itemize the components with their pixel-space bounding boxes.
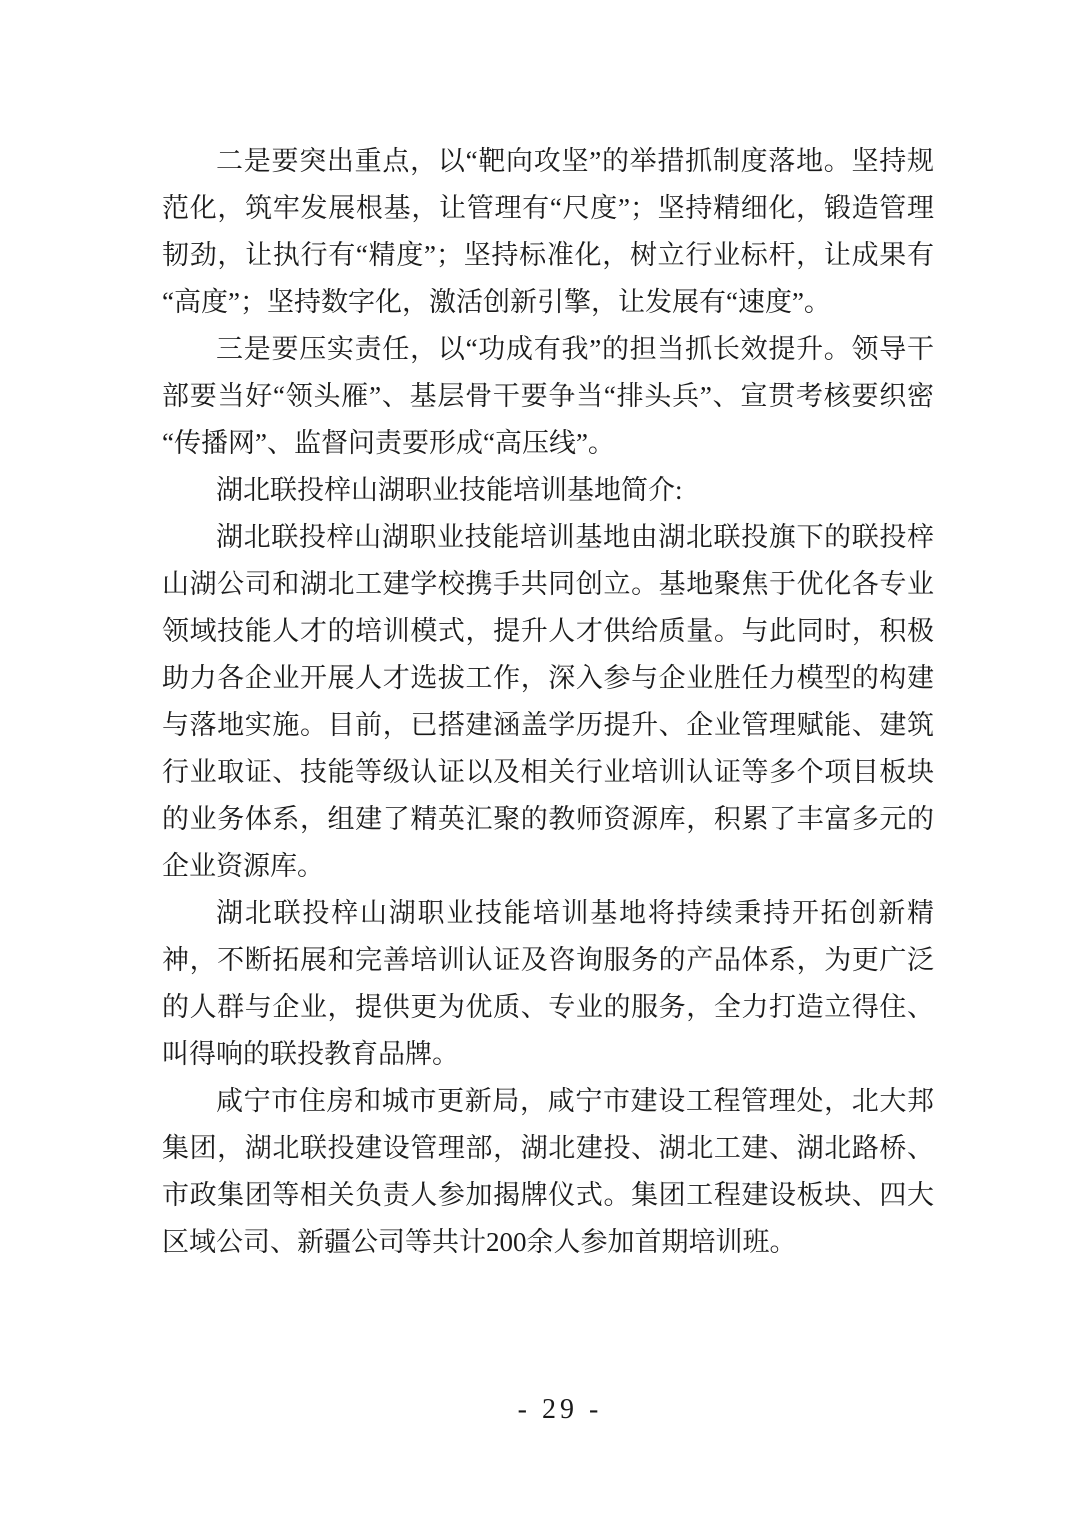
paragraph-attendees: 咸宁市住房和城市更新局，咸宁市建设工程管理处，北大邦集团，湖北联投建设管理部，湖北建投、湖北工建、湖北路桥、市政集团等相关负责人参加揭牌仪式。集团工程建设板块、四大区域公司、新疆公司等共计200余人参加首期培训班。 xyxy=(162,1086,934,1257)
page-number: - 29 - xyxy=(517,1394,603,1425)
paragraph-base-intro: 湖北联投梓山湖职业技能培训基地由湖北联投旗下的联投梓山湖公司和湖北工建学校携手共同创立。基地聚焦于优化各专业领域技能人才的培训模式，提升人才供给质量。与此同时，积极助力各企业开展人才选拔工作，深入参与企业胜任力模型的构建与落地实施。目前，已搭建涵盖学历提升、企业管理赋能、建筑行业取证、技能等级认证以及相关行业培训认证等多个项目板块的业务体系，组建了精英汇聚的教师资源库，积累了丰富多元的企业资源库。 xyxy=(162,522,934,881)
paragraph-point-two: 二是要突出重点，以“靶向攻坚”的举措抓制度落地。坚持规范化，筑牢发展根基，让管理有“尺度”；坚持精细化，锻造管理韧劲，让执行有“精度”；坚持标准化，树立行业标杆，让成果有“高度”；坚持数字化，激活创新引擎，让发展有“速度”。 xyxy=(162,146,934,317)
paragraph-base-outlook: 湖北联投梓山湖职业技能培训基地将持续秉持开拓创新精神，不断拓展和完善培训认证及咨询服务的产品体系，为更广泛的人群与企业，提供更为优质、专业的服务，全力打造立得住、叫得响的联投教育品牌。 xyxy=(162,898,934,1069)
paragraph-intro-heading: 湖北联投梓山湖职业技能培训基地简介: xyxy=(216,475,683,505)
document-body xyxy=(162,138,934,1266)
paragraph-point-three: 三是要压实责任，以“功成有我”的担当抓长效提升。领导干部要当好“领头雁”、基层骨干要争当“排头兵”、宣贯考核要织密“传播网”、监督问责要形成“高压线”。 xyxy=(162,334,934,458)
